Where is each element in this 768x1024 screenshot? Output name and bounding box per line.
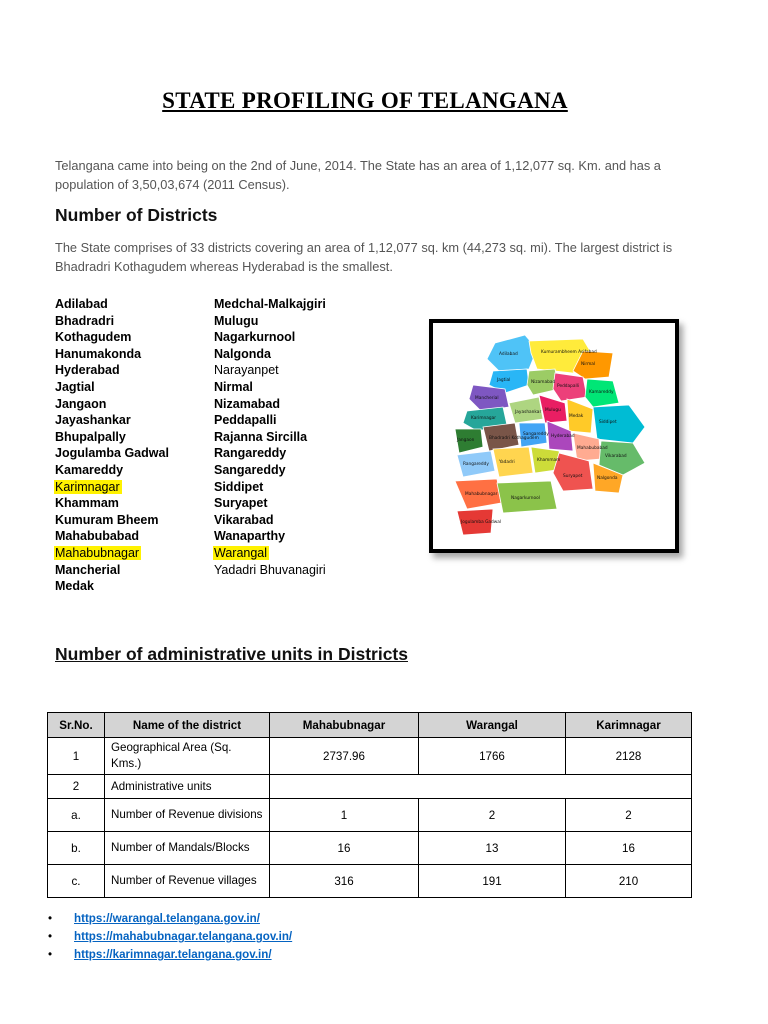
district-name: Khammam xyxy=(55,496,119,511)
district-item xyxy=(55,412,169,429)
map-label: Mahabubnagar xyxy=(465,492,498,497)
header-sr-no: Sr.No. xyxy=(48,713,105,738)
districts-heading: Number of Districts xyxy=(55,205,218,225)
row-label-cell: Number of Mandals/Blocks xyxy=(105,832,270,865)
map-label: Sangareddy xyxy=(523,432,549,437)
karimnagar-value: 16 xyxy=(566,832,692,865)
district-item xyxy=(55,512,169,529)
table-row xyxy=(48,832,692,865)
map-label: Jagtial xyxy=(497,378,511,383)
district-item xyxy=(55,445,169,462)
district-name: Narayanpet xyxy=(214,363,279,378)
map-label: Karimnagar xyxy=(471,416,497,421)
district-item xyxy=(55,495,169,512)
table-row xyxy=(48,799,692,832)
map-label: Adilabad xyxy=(499,352,518,357)
district-item xyxy=(214,545,326,562)
district-name: Warangal xyxy=(214,545,268,560)
district-name: Wanaparthy xyxy=(214,529,286,544)
district-name: Vikarabad xyxy=(214,512,274,527)
row-label-cell: Administrative units xyxy=(105,775,270,799)
header-mahabubnagar: Mahabubnagar xyxy=(270,713,419,738)
map-label: Medak xyxy=(569,414,584,419)
district-item xyxy=(214,429,326,446)
district-item xyxy=(55,479,169,496)
row-label-cell: Number of Revenue divisions xyxy=(105,799,270,832)
row-label-cell: Number of Revenue villages xyxy=(105,865,270,898)
district-name: Kamareddy xyxy=(55,462,124,477)
district-item xyxy=(55,578,169,595)
admin-units-heading: Number of administrative units in Districts xyxy=(55,644,408,664)
district-name: Adilabad xyxy=(55,297,108,311)
map-label: Nagarkurnool xyxy=(511,496,540,501)
district-name: Kumuram Bheem xyxy=(55,512,159,527)
district-map-image xyxy=(433,323,675,549)
map-label: Nirmal xyxy=(581,362,596,367)
district-name: Hanumakonda xyxy=(55,346,142,361)
warangal-value: 191 xyxy=(419,865,566,898)
district-links-list xyxy=(48,910,292,964)
district-name: Suryapet xyxy=(214,496,268,511)
map-label: Jogulamba Gadwal xyxy=(461,520,502,525)
district-item xyxy=(55,462,169,479)
header-district-name: Name of the district xyxy=(105,713,270,738)
district-item xyxy=(55,362,169,379)
mahabubnagar-value: 316 xyxy=(270,865,419,898)
district-item xyxy=(55,329,169,346)
map-label: Siddipet xyxy=(599,420,617,425)
district-item xyxy=(55,379,169,396)
district-name: Mahabubabad xyxy=(55,529,140,544)
map-label: Khammam xyxy=(537,458,561,463)
mahabubnagar-value: 2737.96 xyxy=(270,738,419,775)
district-name: Bhadradri xyxy=(55,313,115,328)
header-karimnagar: Karimnagar xyxy=(566,713,692,738)
map-label: Bhadradri Kothagudem xyxy=(489,436,539,441)
list-item xyxy=(48,910,292,928)
table-row xyxy=(48,775,692,799)
map-label: Jayashankar xyxy=(515,410,542,415)
map-label: Peddapalli xyxy=(557,384,580,389)
districts-list-column-2 xyxy=(214,296,326,578)
map-label: Mulugu xyxy=(545,408,561,413)
districts-list-column-1 xyxy=(55,296,169,595)
district-name: Hyderabad xyxy=(55,363,120,378)
map-label: Suryapet xyxy=(563,474,583,479)
district-item xyxy=(214,346,326,363)
district-item xyxy=(214,379,326,396)
map-label: Kamareddy xyxy=(589,390,614,395)
district-item xyxy=(55,429,169,446)
empty-cell xyxy=(270,775,692,799)
mahabubnagar-link[interactable]: https://mahabubnagar.telangana.gov.in/ xyxy=(74,930,293,943)
list-item xyxy=(48,946,292,964)
district-name: Jayashankar xyxy=(55,413,131,428)
district-item xyxy=(55,562,169,579)
district-name: Kothagudem xyxy=(55,330,132,345)
map-label: Nalgonda xyxy=(597,476,618,481)
district-item xyxy=(214,396,326,413)
district-name: Yadadri Bhuvanagiri xyxy=(214,562,326,577)
district-name: Rangareddy xyxy=(214,446,287,461)
map-label: Mahabubabad xyxy=(577,446,608,451)
district-item xyxy=(214,462,326,479)
map-label: Kumurambheem Asifabad xyxy=(541,350,597,355)
districts-paragraph: The State comprises of 33 districts covering an area of 1,12,077 sq. km (44,273 sq. mi). The largest district is Bhadradri Kothagudem whereas Hyderabad is the smallest. xyxy=(55,240,673,274)
mahabubnagar-value: 16 xyxy=(270,832,419,865)
district-item xyxy=(55,528,169,545)
bullet-icon: • xyxy=(48,948,53,961)
warangal-value: 1766 xyxy=(419,738,566,775)
table-header-row xyxy=(48,713,692,738)
district-item xyxy=(55,346,169,363)
district-name: Karimnagar xyxy=(55,479,120,494)
district-item xyxy=(214,479,326,496)
district-name: Nalgonda xyxy=(214,346,271,361)
header-warangal: Warangal xyxy=(419,713,566,738)
district-name: Nizamabad xyxy=(214,396,280,411)
district-name: Medak xyxy=(55,579,94,594)
table-row xyxy=(48,738,692,775)
district-item xyxy=(55,313,169,330)
karimnagar-value: 210 xyxy=(566,865,692,898)
map-label: Vikarabad xyxy=(605,454,627,459)
map-label: Yadadri xyxy=(499,460,515,465)
telangana-map xyxy=(429,319,679,553)
sr-no-cell: b. xyxy=(48,832,105,865)
list-item xyxy=(48,928,292,946)
district-item xyxy=(214,412,326,429)
karimnagar-value: 2 xyxy=(566,799,692,832)
district-name: Jagtial xyxy=(55,379,95,394)
warangal-value: 13 xyxy=(419,832,566,865)
district-item xyxy=(55,545,169,562)
page-title: STATE PROFILING OF TELANGANA xyxy=(162,88,568,113)
sr-no-cell: 2 xyxy=(48,775,105,799)
bullet-icon: • xyxy=(48,930,53,943)
district-name: Nagarkurnool xyxy=(214,330,296,345)
district-name: Bhupalpally xyxy=(55,429,126,444)
warangal-link[interactable]: https://warangal.telangana.gov.in/ xyxy=(74,912,260,925)
sr-no-cell: a. xyxy=(48,799,105,832)
map-label: Rangareddy xyxy=(463,462,489,467)
karimnagar-link[interactable]: https://karimnagar.telangana.gov.in/ xyxy=(74,948,272,961)
map-label: Mancherial xyxy=(475,396,499,401)
district-name: Nirmal xyxy=(214,379,253,394)
district-name: Mulugu xyxy=(214,313,259,328)
district-name: Medchal-Malkajgiri xyxy=(214,297,326,311)
district-name: Sangareddy xyxy=(214,462,286,477)
district-item xyxy=(214,296,326,313)
map-label: Jangaon xyxy=(457,438,475,443)
karimnagar-value: 2128 xyxy=(566,738,692,775)
district-name: Mahabubnagar xyxy=(55,545,140,560)
sr-no-cell: c. xyxy=(48,865,105,898)
district-item xyxy=(214,512,326,529)
district-item xyxy=(214,528,326,545)
district-item xyxy=(55,396,169,413)
district-name: Siddipet xyxy=(214,479,264,494)
warangal-value: 2 xyxy=(419,799,566,832)
district-item xyxy=(214,495,326,512)
bullet-icon: • xyxy=(48,912,53,925)
intro-paragraph: Telangana came into being on the 2nd of June, 2014. The State has an area of 1,12,077 sq. Km. and has a population of 3,50,03,674 (2011 Census). xyxy=(55,158,661,192)
map-label: Nizamabad xyxy=(531,380,556,385)
district-item xyxy=(214,445,326,462)
district-name: Rajanna Sircilla xyxy=(214,429,308,444)
district-name: Mancherial xyxy=(55,562,121,577)
district-name: Jangaon xyxy=(55,396,107,411)
district-item xyxy=(55,296,169,313)
district-item xyxy=(214,313,326,330)
district-name: Peddapalli xyxy=(214,413,277,428)
district-item xyxy=(214,362,326,379)
district-name: Jogulamba Gadwal xyxy=(55,446,169,461)
map-label: Hyderabad xyxy=(551,434,575,439)
district-item xyxy=(214,562,326,579)
table-row xyxy=(48,865,692,898)
admin-units-table xyxy=(47,712,692,898)
mahabubnagar-value: 1 xyxy=(270,799,419,832)
sr-no-cell: 1 xyxy=(48,738,105,775)
district-item xyxy=(214,329,326,346)
row-label-cell: Geographical Area (Sq. Kms.) xyxy=(105,738,270,775)
